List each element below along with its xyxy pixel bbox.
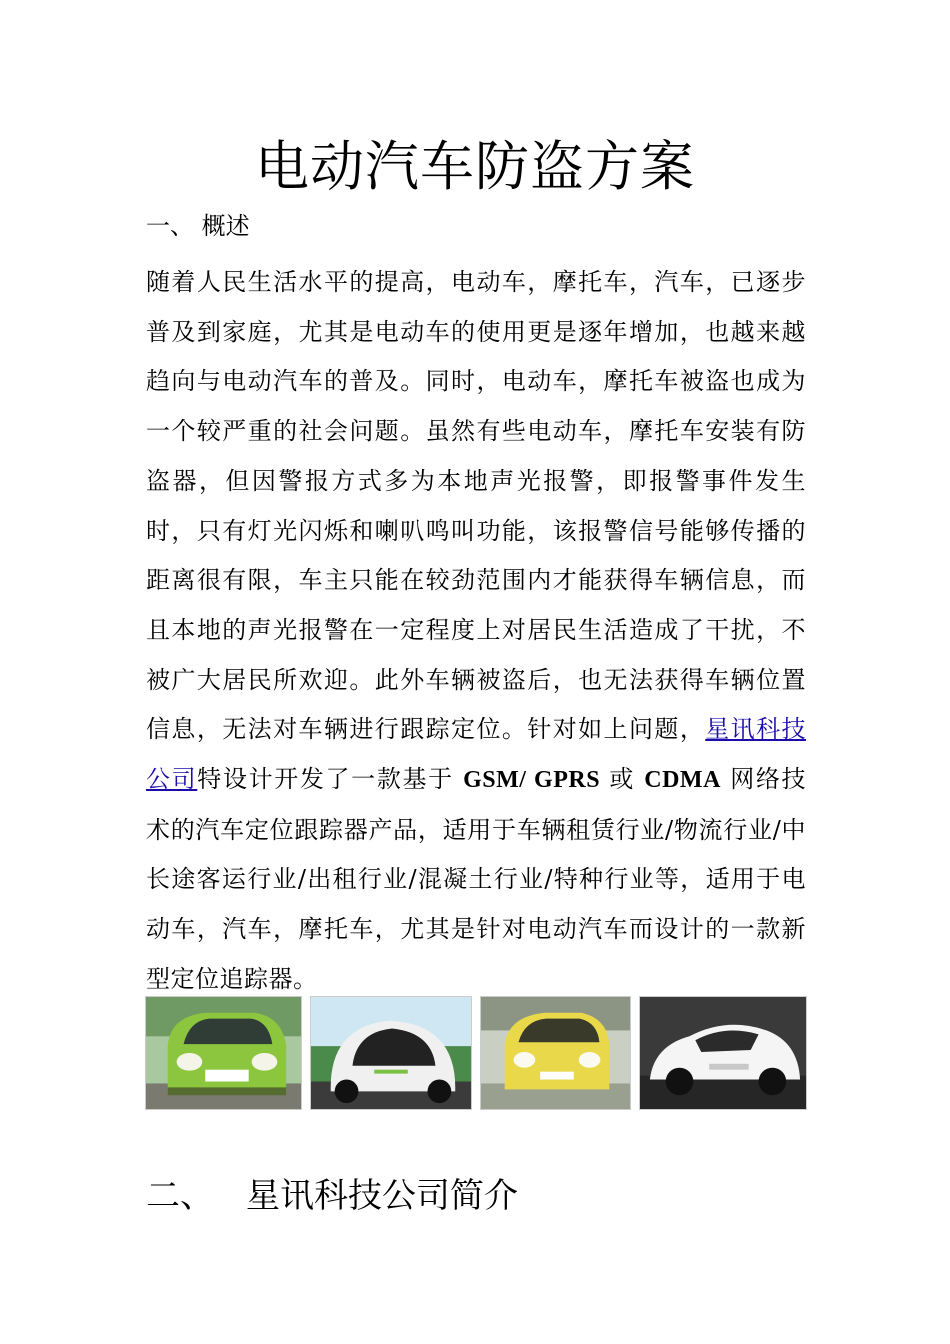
paragraph-text-1: 随着人民生活水平的提高，电动车，摩托车，汽车，已逐步普及到家庭，尤其是电动车的使用更是逐年增加，也越来越趋向与电动汽车的普及。同时，电动车，摩托车被盗也成为一个较严重的社会问题。虽然有些电动车，摩托车安装有防盗器，但因警报方式多为本地声光报警，即报警事件发生时，只有灯光闪烁和喇叭鸣叫功能，该报警信号能够传播的距离很有限，车主只能在较劲范围内才能获得车辆信息，而且本地的声光报警在一定程度上对居民生活造成了干扰，不被广大居民所欢迎。此外车辆被盗后，也无法获得车辆位置信息，无法对车辆进行跟踪定位。针对如上问题，: [146, 268, 806, 744]
section-heading-company: [146, 1172, 518, 1220]
document-title: 电动汽车防盗方案: [255, 135, 695, 198]
paragraph-text-2: 特设计开发了一款基于: [197, 765, 464, 794]
white-sportscar-photo: [639, 996, 807, 1110]
green-microcar-photo: [145, 996, 302, 1110]
yellow-microcar-photo: [480, 996, 631, 1110]
section-title: 星讯科技公司简介: [246, 1176, 518, 1216]
white-podcar-photo: [310, 996, 472, 1110]
gsm-gprs-term: GSM/ GPRS: [463, 767, 601, 794]
cdma-term: CDMA: [644, 767, 721, 794]
overview-paragraph: [146, 258, 806, 1005]
car-photo-strip: [145, 996, 807, 1110]
section-number: 二、: [146, 1176, 214, 1216]
paragraph-text-4: 网络技术的汽车定位跟踪器产品，适用于车辆租赁行业/物流行业/中长途客运行业/出租行业/混凝土行业/特种行业等，适用于电动车，汽车，摩托车，尤其是针对电动汽车而设计的一款新型定位追踪器。: [146, 765, 806, 993]
section-heading-overview: 一、 概述: [146, 212, 250, 240]
company-link[interactable]: 星讯科技公司: [146, 715, 807, 794]
paragraph-text-3: 或: [600, 765, 645, 794]
